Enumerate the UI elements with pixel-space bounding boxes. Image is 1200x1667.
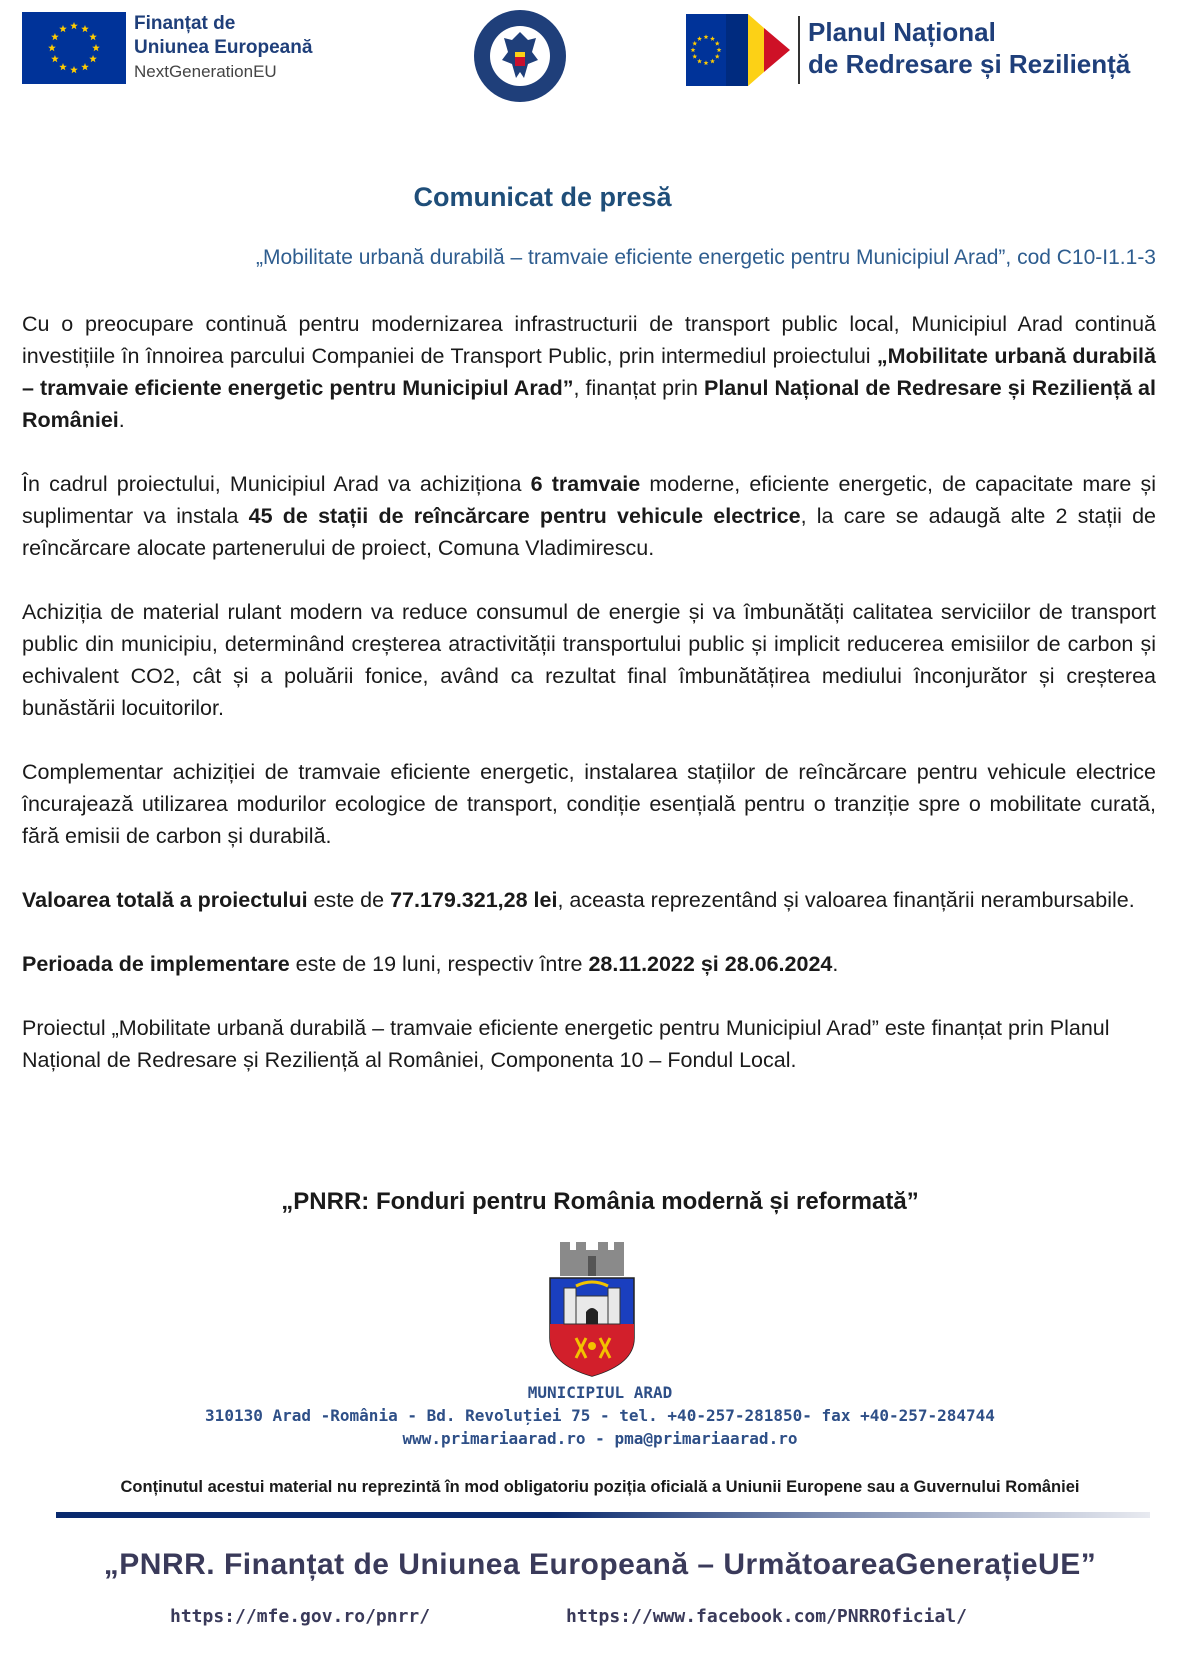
footer-link-facebook[interactable]: https://www.facebook.com/PNRROficial/ — [566, 1606, 967, 1627]
arad-coat-of-arms-icon — [546, 1242, 638, 1377]
page-title: Comunicat de presă — [413, 182, 672, 212]
municipality-contact — [0, 1381, 1200, 1450]
pnrr-divider — [798, 16, 800, 84]
p2-charging-stations: 45 de stații de reîncărcare pentru vehicule electrice — [248, 504, 801, 528]
eu-logo-line1: Finanțat de — [134, 13, 236, 34]
footer-divider-bar — [56, 1512, 1150, 1518]
p6-period-dates: 28.11.2022 și 28.06.2024 — [588, 952, 833, 976]
pnrr-flag-arrow-icon — [686, 14, 790, 86]
press-release-body — [22, 308, 1156, 1076]
paragraph-6 — [22, 948, 1156, 980]
p1-project-name: „Mobilitate urbană durabilă – tramvaie eficiente energetic pentru Municipiul Arad” — [22, 344, 1156, 400]
p5-text-1: este de — [307, 888, 391, 912]
footer-link-mfe[interactable]: https://mfe.gov.ro/pnrr/ — [170, 1606, 431, 1627]
p5-total-value: 77.179.321,28 lei — [390, 888, 558, 912]
p6-text-1: este de 19 luni, respectiv între — [289, 952, 589, 976]
p6-text-2: . — [832, 952, 839, 976]
romanian-government-seal-icon — [472, 8, 568, 104]
eu-funding-logo — [22, 10, 342, 86]
eu-flag-icon — [22, 12, 126, 84]
p1-text-3: . — [118, 408, 125, 432]
p1-funding-plan: Planul Național de Redresare și Reziliență al României — [22, 376, 1156, 432]
p1-text-2: , finanțat prin — [573, 376, 704, 400]
municipality-address: 310130 Arad -România - Bd. Revoluției 75 - tel. +40-257-281850- fax +40-257-284744 — [205, 1406, 995, 1425]
project-subtitle: „Mobilitate urbană durabilă – tramvaie eficiente energetic pentru Municipiul Arad”, cod C10-I1.1-3 — [256, 246, 1156, 269]
p6-period-label: Perioada de implementare — [22, 952, 290, 976]
pnrr-logo-line1: Planul Național — [808, 17, 996, 47]
p2-text-2: moderne, eficiente energetic, de capacitate mare și suplimentar va instala — [22, 472, 1156, 528]
disclaimer: Conținutul acestui material nu reprezintă în mod obligatoriu poziția oficială a Uniunii Europene sau a Guvernului României — [120, 1478, 1080, 1496]
pnrr-logo — [686, 10, 1156, 90]
p2-text-3: , la care se adaugă alte 2 stații de reîncărcare alocate partenerului de proiect, Comuna Vladimirescu. — [22, 504, 1156, 560]
paragraph-1 — [22, 308, 1156, 436]
p1-text-1: Cu o preocupare continuă pentru modernizarea infrastructurii de transport public local, Municipiul Arad continuă investițiile în înnoirea parcului Companiei de Transport Public, prin intermediul proiectului — [22, 312, 1156, 368]
p5-total-value-label: Valoarea totală a proiectului — [22, 888, 308, 912]
pnrr-logo-line2: de Redresare și Reziliență — [808, 49, 1131, 79]
p2-tram-count: 6 tramvaie — [530, 472, 641, 496]
paragraph-3: Achiziția de material rulant modern va reduce consumul de energie și va îmbunătăți calitatea serviciilor de transport public din municipiu, determinând creșterea atractivității transportului public și implicit reducerea emisiilor de carbon și echivalent CO2, cât și a poluării fonice, având ca rezultat final îmbunătățirea mediului înconjurător și creșterea bunăstării locuitorilor. — [22, 600, 1156, 720]
municipality-web: www.primariaarad.ro - pma@primariaarad.ro — [402, 1429, 798, 1448]
paragraph-7: Proiectul „Mobilitate urbană durabilă – tramvaie eficiente energetic pentru Municipiul Arad” este finanțat prin Planul Național de Redresare și Reziliență al României, Componenta 10 – Fondul Local. — [22, 1016, 1110, 1072]
p5-text-2: , aceasta reprezentând și valoarea finanțării nerambursabile. — [557, 888, 1135, 912]
eu-logo-line2: Uniunea Europeană — [134, 37, 313, 58]
municipality-name: MUNICIPIUL ARAD — [527, 1383, 673, 1402]
paragraph-4: Complementar achiziției de tramvaie eficiente energetic, instalarea stațiilor de reîncărcare pentru vehicule electrice încurajează utilizarea modurilor ecologice de transport, condiție esențială pentru o tranziție spre o mobilitate curată, fără emisii de carbon și durabilă. — [22, 760, 1156, 848]
footer-slogan: „PNRR. Finanțat de Uniunea Europeană – UrmătoareaGenerațieUE” — [103, 1548, 1097, 1581]
paragraph-5 — [22, 884, 1156, 916]
eu-logo-line3: NextGenerationEU — [134, 62, 277, 81]
paragraph-2 — [22, 468, 1156, 564]
pnrr-slogan: „PNRR: Fonduri pentru România modernă și reformată” — [281, 1188, 919, 1215]
p2-text-1: În cadrul proiectului, Municipiul Arad va achiziționa — [22, 472, 531, 496]
